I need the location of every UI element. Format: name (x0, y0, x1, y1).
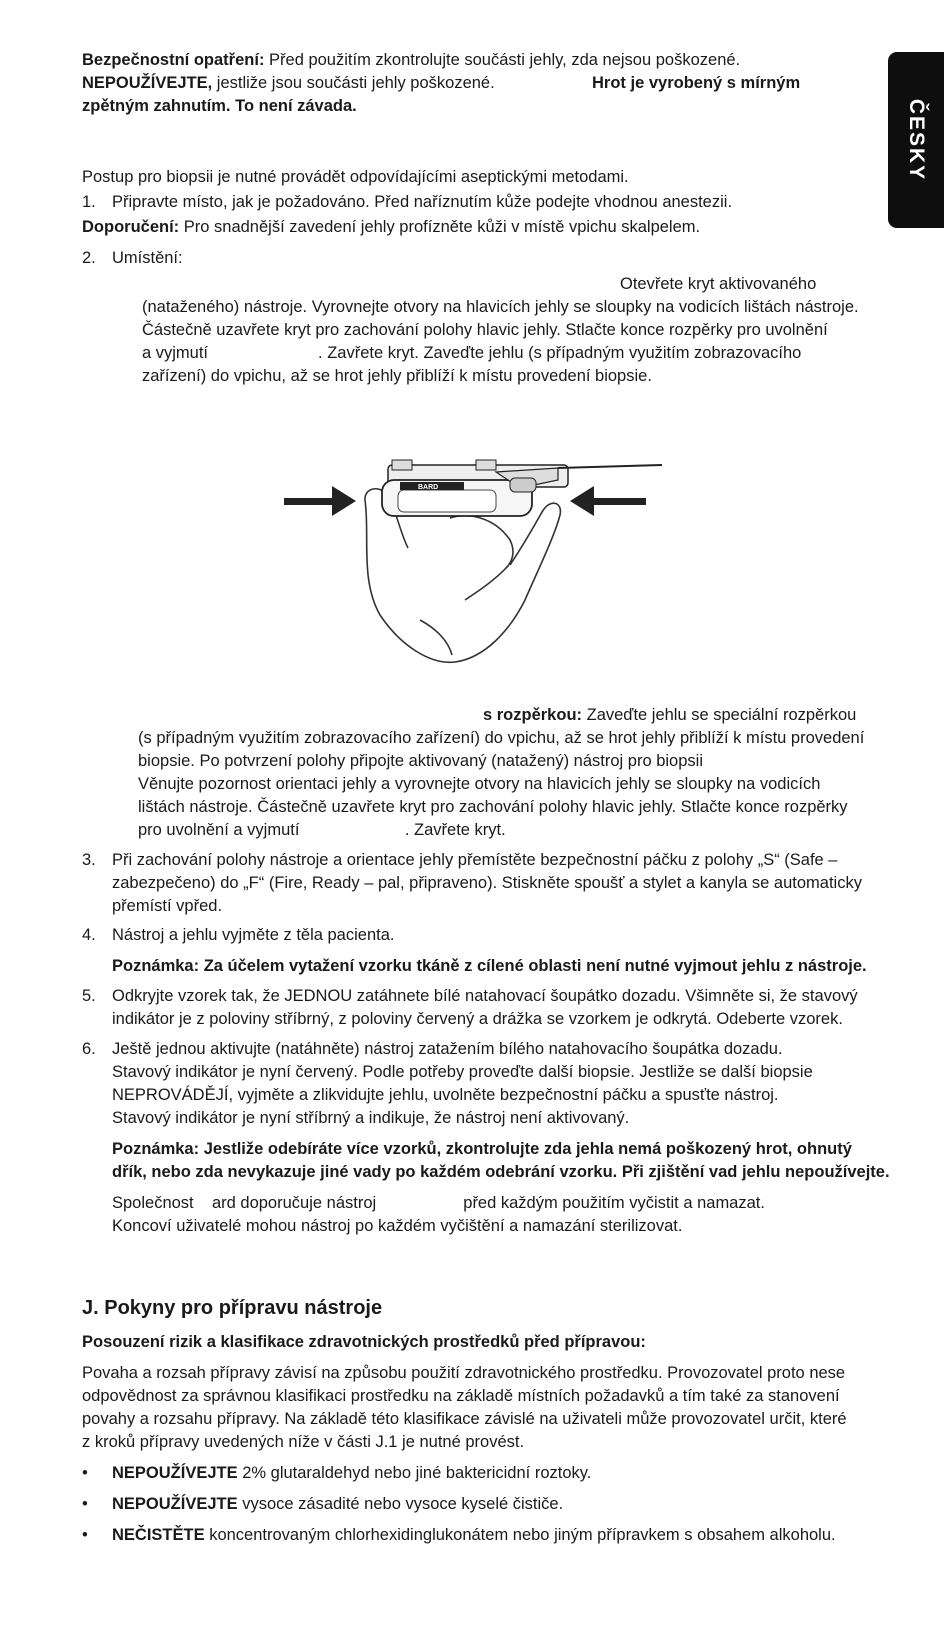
bullet-lead: NEPOUŽÍVEJTE (112, 1495, 238, 1513)
bullet-lead: NEČISTĚTE (112, 1526, 205, 1544)
recommendation-lead: Doporučení: (82, 218, 180, 236)
step-3-line: přemístí vpřed. (112, 897, 223, 915)
caution-text: Před použitím zkontrolujte součásti jehly, zda nejsou poškozené. (264, 51, 741, 69)
device-body (382, 460, 662, 516)
cleaning-recommendation: Koncoví uživatelé mohou nástroj po každém vyčištění a namazání sterilizovat. (112, 1217, 683, 1235)
bullet-lead: NEPOUŽÍVEJTE (112, 1464, 238, 1482)
spacer-line: biopsie. Po potvrzení polohy připojte aktivovaný (natažený) nástroj pro biopsii (138, 752, 703, 770)
device-logo: BARD (418, 484, 439, 491)
step-6-line: NEPROVÁDĚJÍ, vyjměte a zlikvidujte jehlu, uvolněte bezpečnostní páčku a spusťte nástroj. (112, 1086, 779, 1104)
section-j-paragraph: Povaha a rozsah přípravy závisí na způsobu použití zdravotnického prostředku. Provozovatel proto nese (82, 1364, 846, 1382)
bullet-text: koncentrovaným chlorhexidinglukonátem nebo jiným přípravkem s obsahem alkoholu. (204, 1526, 836, 1544)
step-3-line: Při zachování polohy nástroje a orientace jehly přemístěte bezpečnostní páčku z polohy „S“ (Safe – (112, 851, 838, 869)
step-2-line: a vyjmutí . Zavřete kryt. Zaveďte jehlu (s případným využitím zobrazovacího (142, 344, 802, 362)
section-j-paragraph: odpovědnost za správnou klasifikaci prostředku na základě místních požadavků a tím také za stanovení (82, 1387, 840, 1405)
bullet-mark: • (82, 1464, 88, 1482)
recommendation (82, 215, 882, 239)
step-6-line: Stavový indikátor je nyní červený. Podle potřeby proveďte další biopsie. Jestliže se další biopsie (112, 1063, 813, 1081)
caution-line-1 (82, 48, 882, 72)
right-arrow-icon (570, 486, 646, 516)
step-number: 6. (82, 1040, 96, 1058)
bullet-item (112, 1492, 902, 1516)
spacer-line: Věnujte pozornost orientaci jehly a vyrovnejte otvory na hlavicích jehly se sloupky na vodicích (138, 775, 821, 793)
bullet-mark: • (82, 1495, 88, 1513)
step-3-line: zabezpečeno) do „F“ (Fire, Ready – pal, připraveno). Stiskněte spoušť a stylet a kanyla se automaticky (112, 874, 862, 892)
left-arrow-icon (284, 486, 356, 516)
step-2-line: zařízení) do vpichu, až se hrot jehly přiblíží k místu provedení biopsie. (142, 367, 652, 385)
step-4-note: Poznámka: Za účelem vytažení vzorku tkáně z cílené oblasti není nutné vyjmout jehlu z nástroje. (112, 957, 867, 975)
step-2-line: (nataženého) nástroje. Vyrovnejte otvory na hlavicích jehly se sloupky na vodicích lištách nástroje. (142, 298, 859, 316)
spacer-text: Zaveďte jehlu se speciální rozpěrkou (582, 706, 857, 724)
intro-text: Postup pro biopsii je nutné provádět odpovídajícími aseptickými metodami. (82, 168, 629, 186)
step-number: 4. (82, 926, 96, 944)
cleaning-recommendation: Společnost ard doporučuje nástroj před každým použitím vyčistit a namazat. (112, 1194, 765, 1212)
bullet-text: 2% glutaraldehyd nebo jiné baktericidní roztoky. (237, 1464, 592, 1482)
section-j-paragraph: z kroků přípravy uvedených níže v části J.1 je nutné provést. (82, 1433, 525, 1451)
step-6-note: Poznámka: Jestliže odebíráte více vzorků, zkontrolujte zda jehla nemá poškozený hrot, ohnutý (112, 1140, 852, 1158)
bullet-text: vysoce zásadité nebo vysoce kyselé čističe. (237, 1495, 564, 1513)
spacer-line: (s případným využitím zobrazovacího zařízení) do vpichu, až se hrot jehly přiblíží k místu provedení (138, 729, 865, 747)
step-1-text: Připravte místo, jak je požadováno. Před naříznutím kůže podejte vhodnou anestezii. (112, 193, 733, 211)
bullet-mark: • (82, 1526, 88, 1544)
spacer-line: pro uvolnění a vyjmutí . Zavřete kryt. (138, 821, 506, 839)
recommendation-text: Pro snadnější zavedení jehly profízněte kůži v místě vpichu skalpelem. (179, 218, 701, 236)
caution-tip-note-a: Hrot je vyrobený s mírným (592, 74, 801, 92)
step-number: 5. (82, 987, 96, 1005)
spacer-line-1 (483, 703, 903, 727)
step-6-note: dřík, nebo zda nevykazuje jiné vady po každém odebrání vzorku. Při zjištění vad jehlu nepoužívejte. (112, 1163, 890, 1181)
step-number: 1. (82, 193, 96, 211)
section-j-heading: J. Pokyny pro přípravu nástroje (82, 1297, 383, 1319)
caution-tip-note-b: zpětným zahnutím. To není závada. (82, 97, 357, 115)
caution-lead: Bezpečnostní opatření: (82, 51, 265, 69)
step-number: 3. (82, 851, 96, 869)
step-2-title: Umístění: (112, 249, 183, 267)
biopsy-device-figure (270, 440, 690, 680)
step-2-line: Částečně uzavřete kryt pro zachování polohy hlavic jehly. Stlačte konce rozpěrky pro uvolnění (142, 321, 828, 339)
step-4-text: Nástroj a jehlu vyjměte z těla pacienta. (112, 926, 395, 944)
spacer-line: lištách nástroje. Částečně uzavřete kryt pro zachování polohy hlavic jehly. Stlačte konce rozpěrky (138, 798, 848, 816)
bullet-item (112, 1461, 902, 1485)
step-number: 2. (82, 249, 96, 267)
step-5-line: indikátor je z poloviny stříbrný, z poloviny červený a drážka se vzorkem je odkrytá. Odeberte vzorek. (112, 1010, 843, 1028)
section-j-paragraph: povahy a rozsahu přípravy. Na základě této klasifikace závislé na uživateli může provozovatel určit, které (82, 1410, 847, 1428)
step-6-line: Stavový indikátor je nyní stříbrný a indikuje, že nástroj není aktivovaný. (112, 1109, 630, 1127)
section-j-subheading: Posouzení rizik a klasifikace zdravotnických prostředků před přípravou: (82, 1333, 646, 1351)
language-tab-label: ČESKY (905, 98, 928, 182)
caution-warning-lead: NEPOUŽÍVEJTE, (82, 74, 213, 92)
step-2-line: Otevřete kryt aktivovaného (620, 275, 817, 293)
spacer-lead: s rozpěrkou: (483, 706, 583, 724)
caution-warning-text: jestliže jsou součásti jehly poškozené. (212, 74, 495, 92)
step-6-line: Ještě jednou aktivujte (natáhněte) nástroj zatažením bílého natahovacího šoupátka dozadu. (112, 1040, 783, 1058)
step-5-line: Odkryjte vzorek tak, že JEDNOU zatáhnete bílé natahovací šoupátko dozadu. Všimněte si, že stavový (112, 987, 858, 1005)
bullet-item (112, 1523, 902, 1547)
